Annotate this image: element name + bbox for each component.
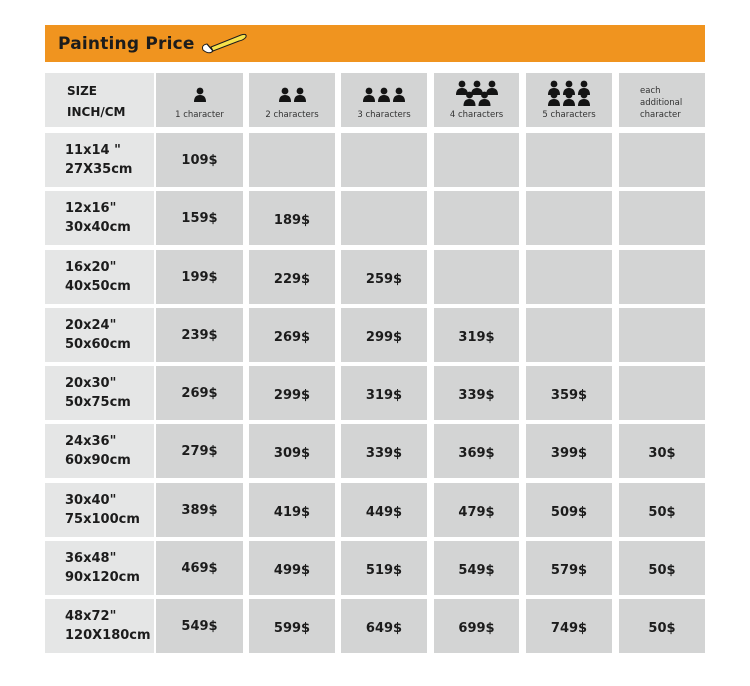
price-value: 339$ (458, 388, 495, 403)
price-value: 389$ (181, 503, 218, 518)
size-inch: 20x30" (65, 376, 117, 391)
person-icon (194, 87, 206, 103)
additional-character-line: character (640, 110, 681, 120)
price-cell (526, 424, 612, 478)
price-value: 229$ (273, 272, 311, 287)
price-value: 50$ (648, 621, 676, 636)
table-row (45, 483, 705, 537)
price-cell (249, 366, 335, 420)
size-cell (45, 308, 154, 362)
price-cell (249, 483, 335, 537)
price-cell (526, 366, 612, 420)
additional-character-label (640, 85, 682, 121)
size-header-cell (45, 73, 154, 127)
price-cell (434, 483, 519, 537)
size-cm: 30x40cm (65, 220, 131, 235)
price-cell (434, 599, 519, 653)
price-value: 50$ (648, 505, 676, 520)
person-icon (363, 87, 405, 103)
character-count-label: 1 character (175, 110, 224, 120)
size-inch: 20x24" (65, 318, 117, 333)
price-cell (526, 250, 612, 304)
table-row (45, 599, 705, 653)
table-row (45, 366, 705, 420)
price-value: 469$ (181, 561, 218, 576)
price-value: 299$ (273, 388, 311, 403)
price-cell (619, 366, 705, 420)
price-cell (526, 133, 612, 187)
price-cell (156, 483, 243, 537)
price-cell (526, 541, 612, 595)
size-cm: 90x120cm (65, 570, 140, 585)
price-value: 319$ (458, 330, 495, 345)
size-cell (45, 599, 154, 653)
price-value: 419$ (273, 505, 311, 520)
table-row (45, 541, 705, 595)
price-cell (619, 191, 705, 245)
price-cell (249, 133, 335, 187)
additional-character-line: additional (640, 98, 683, 108)
table-row (45, 250, 705, 304)
size-header-line2: INCH/CM (67, 105, 126, 119)
table-row (45, 191, 705, 245)
price-cell (341, 191, 427, 245)
price-cell (434, 191, 519, 245)
price-cell (341, 133, 427, 187)
price-cell (156, 250, 243, 304)
price-value: 359$ (550, 388, 588, 403)
price-cell (249, 308, 335, 362)
table-row (45, 424, 705, 478)
price-cell (156, 424, 243, 478)
size-inch: 48x72" (65, 609, 117, 624)
size-label (65, 549, 140, 587)
price-cell (156, 133, 243, 187)
character-count-label: 4 characters (449, 110, 504, 120)
size-cm: 120X180cm (65, 628, 151, 643)
price-value: 369$ (458, 446, 495, 461)
size-header-line1: SIZE (67, 84, 98, 98)
price-value: 269$ (273, 330, 311, 345)
character-header-cell (434, 73, 519, 127)
size-inch: 12x16" (65, 201, 117, 216)
price-value: 159$ (181, 211, 218, 226)
size-cell (45, 133, 154, 187)
price-cell (526, 191, 612, 245)
price-cell (341, 599, 427, 653)
price-cell (619, 250, 705, 304)
price-cell (619, 133, 705, 187)
price-cell (156, 191, 243, 245)
size-label (65, 199, 131, 237)
title-banner (45, 25, 705, 62)
price-cell (526, 483, 612, 537)
character-header-cell (156, 73, 243, 127)
size-inch: 16x20" (65, 260, 117, 275)
price-cell (434, 366, 519, 420)
price-value: 239$ (181, 328, 218, 343)
size-cm: 50x75cm (65, 395, 131, 410)
price-cell (341, 483, 427, 537)
price-cell (156, 366, 243, 420)
size-header-label (67, 81, 126, 123)
character-header-cell (526, 73, 612, 127)
price-value: 599$ (273, 621, 311, 636)
person-icon (456, 80, 498, 107)
table-row (45, 133, 705, 187)
size-inch: 11x14 " (65, 143, 121, 158)
price-cell (249, 424, 335, 478)
price-value: 319$ (365, 388, 403, 403)
size-cell (45, 250, 154, 304)
price-cell (341, 250, 427, 304)
paintbrush-icon (197, 31, 249, 55)
size-cell (45, 366, 154, 420)
price-cell (526, 308, 612, 362)
size-label (65, 432, 131, 470)
price-cell (434, 308, 519, 362)
price-value: 109$ (181, 153, 218, 168)
character-header-cell (249, 73, 335, 127)
price-cell (156, 308, 243, 362)
price-value: 509$ (550, 505, 588, 520)
price-value: 189$ (273, 213, 311, 228)
price-cell (249, 599, 335, 653)
price-value: 399$ (550, 446, 588, 461)
additional-character-line: each (640, 86, 661, 96)
size-cm: 40x50cm (65, 279, 131, 294)
size-cm: 50x60cm (65, 337, 131, 352)
price-cell (434, 541, 519, 595)
price-value: 30$ (648, 446, 676, 461)
price-value: 479$ (458, 505, 495, 520)
price-cell (434, 133, 519, 187)
size-cm: 60x90cm (65, 453, 131, 468)
price-value: 309$ (273, 446, 311, 461)
price-value: 499$ (273, 563, 311, 578)
price-value: 579$ (550, 563, 588, 578)
table-row (45, 308, 705, 362)
person-icon (279, 87, 306, 103)
size-cell (45, 483, 154, 537)
size-inch: 36x48" (65, 551, 117, 566)
price-cell (619, 424, 705, 478)
page-title: Painting Price (58, 34, 195, 54)
price-cell (619, 483, 705, 537)
size-label (65, 491, 140, 529)
price-value: 279$ (181, 444, 218, 459)
price-value: 519$ (365, 563, 403, 578)
price-cell (156, 541, 243, 595)
people-icon-group (526, 80, 612, 106)
price-cell (526, 599, 612, 653)
price-value: 50$ (648, 563, 676, 578)
size-inch: 24x36" (65, 434, 117, 449)
size-label (65, 374, 131, 412)
size-cell (45, 424, 154, 478)
size-inch: 30x40" (65, 493, 117, 508)
price-cell (434, 424, 519, 478)
size-cm: 75x100cm (65, 512, 140, 527)
price-cell (341, 424, 427, 478)
size-label (65, 258, 131, 296)
price-cell (619, 541, 705, 595)
character-count-label: 3 characters (357, 110, 411, 120)
price-value: 549$ (458, 563, 495, 578)
character-count-label: 5 characters (542, 110, 596, 120)
price-cell (434, 250, 519, 304)
price-value: 749$ (550, 621, 588, 636)
size-cell (45, 191, 154, 245)
price-value: 549$ (181, 619, 218, 634)
price-cell (619, 308, 705, 362)
size-label (65, 607, 151, 645)
header-row (45, 73, 705, 127)
price-value: 649$ (365, 621, 403, 636)
size-cell (45, 541, 154, 595)
price-cell (619, 599, 705, 653)
price-value: 269$ (181, 386, 218, 401)
price-cell (341, 366, 427, 420)
price-value: 339$ (365, 446, 403, 461)
size-label (65, 316, 131, 354)
price-value: 199$ (181, 270, 218, 285)
price-cell (249, 250, 335, 304)
price-cell (341, 541, 427, 595)
price-cell (341, 308, 427, 362)
price-value: 449$ (365, 505, 403, 520)
price-value: 299$ (365, 330, 403, 345)
price-value: 699$ (458, 621, 495, 636)
size-label (65, 141, 132, 179)
price-cell (249, 541, 335, 595)
person-icon (548, 80, 590, 107)
character-count-label: 2 characters (265, 110, 319, 120)
character-header-cell (341, 73, 427, 127)
size-cm: 27X35cm (65, 162, 133, 177)
price-cell (156, 599, 243, 653)
people-icon-group (434, 80, 519, 106)
character-header-cell (619, 73, 705, 127)
price-value: 259$ (365, 272, 403, 287)
price-cell (249, 191, 335, 245)
